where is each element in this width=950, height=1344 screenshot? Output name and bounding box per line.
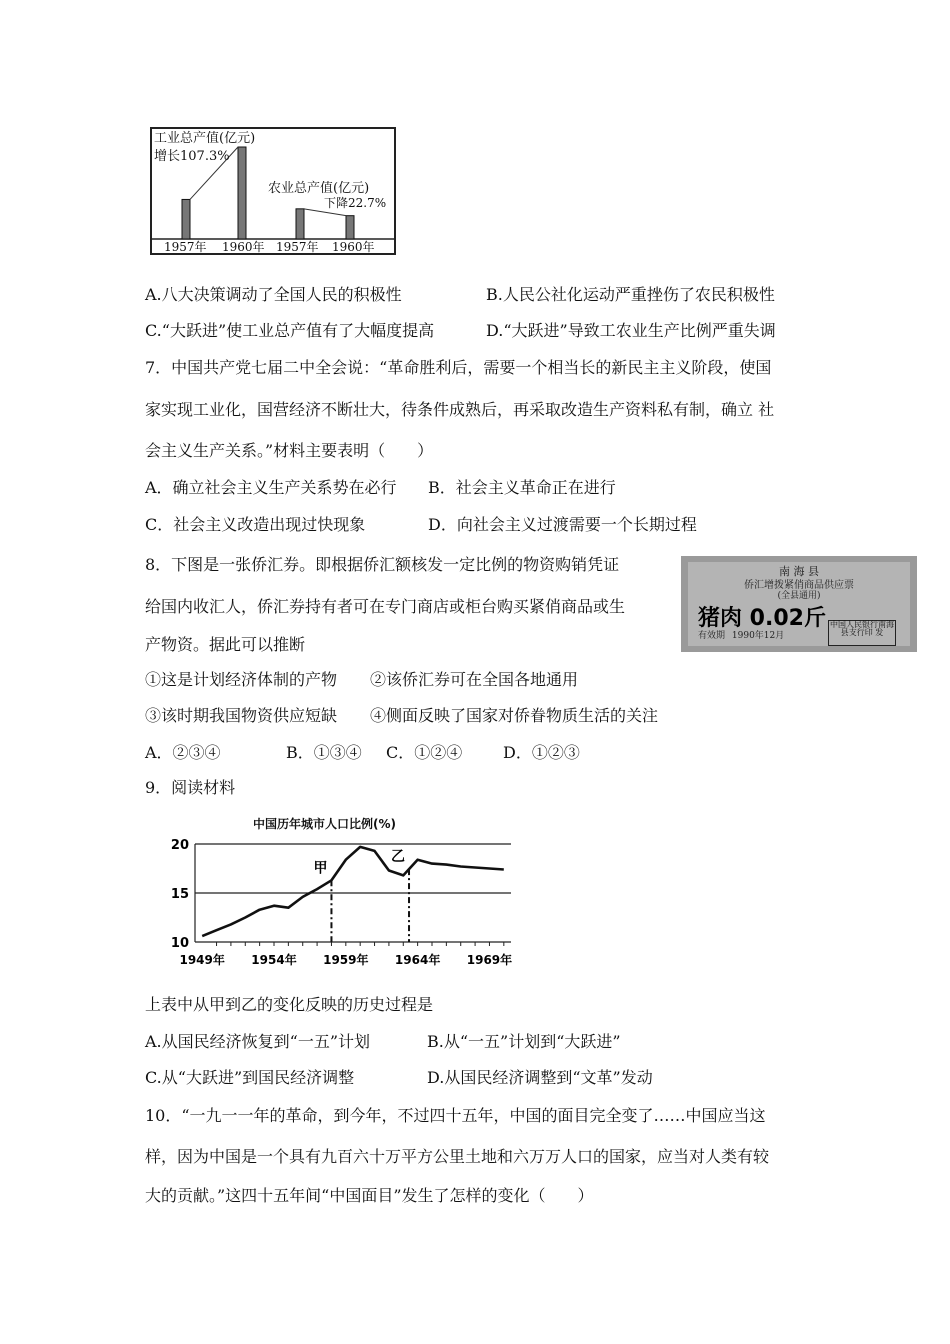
q7-option-b: B．社会主义革命正在进行 [428, 478, 616, 497]
urban-population-chart-svg [165, 808, 537, 976]
x-tick-label-2: 1959年 [323, 953, 369, 967]
q7-stem-line3: 会主义生产关系。”材料主要表明（ ） [145, 441, 434, 460]
coupon-item: 猪肉 0.02斤 [698, 606, 826, 631]
agriculture-decline-label: 下降22.7% [324, 196, 387, 210]
agriculture-1957-label: 1957年 [276, 240, 319, 254]
q8-statement-3: ③该时期我国物资供应短缺 [145, 706, 338, 725]
q9-option-d: D.从国民经济调整到“文革”发动 [427, 1068, 653, 1087]
industry-growth-label: 增长107.3% [154, 149, 230, 164]
q10-stem-line1: 10．“一九一一年的革命，到今年，不过四十五年，中国的面目完全变了……中国应当这 [145, 1106, 766, 1125]
coupon-county: 南 海 县 [779, 565, 819, 578]
q7-stem-line2: 家实现工业化，国营经济不断壮大，待条件成熟后，再采取改造生产资料私有制，确立 社 [145, 400, 775, 419]
q8-stem-line1: 8．下图是一张侨汇券。即根据侨汇额核发一定比例的物资购销凭证 [145, 555, 620, 574]
q9-option-a: A.从国民经济恢复到“一五”计划 [145, 1032, 371, 1051]
marker-label-0: 甲 [313, 860, 328, 877]
x-tick-label-4: 1969年 [466, 953, 513, 967]
q10-stem-line3: 大的贡献。”这四十五年间“中国面目”发生了怎样的变化（ ） [145, 1186, 594, 1205]
industry-1960-label: 1960年 [222, 240, 265, 254]
bar-1-0 [296, 209, 304, 239]
q8-option-c: C．①②④ [386, 743, 463, 762]
coupon-date: 1990年12月 [731, 631, 785, 641]
y-tick-label-2: 20 [170, 838, 189, 853]
q8-option-a: A．②③④ [145, 743, 221, 762]
q7-option-d: D．向社会主义过渡需要一个长期过程 [428, 515, 697, 534]
bar-1-1 [346, 216, 354, 239]
industry-1957-label: 1957年 [164, 240, 207, 254]
coupon-valid-label: 有效期 [698, 631, 726, 641]
q9-option-c: C.从“大跃进”到国民经济调整 [145, 1068, 355, 1087]
y-tick-label-1: 15 [170, 887, 189, 902]
y-tick-label-0: 10 [170, 936, 189, 951]
q8-statement-2: ②该侨汇券可在全国各地通用 [370, 670, 579, 689]
q6-option-c: C.“大跃进”使工业总产值有了大幅度提高 [145, 321, 435, 340]
industry-chart-title: 工业总产值(亿元) [154, 131, 256, 146]
agriculture-1960-label: 1960年 [332, 240, 375, 254]
q7-option-c: C．社会主义改造出现过快现象 [145, 515, 366, 534]
q6-option-a: A.八大决策调动了全国人民的积极性 [145, 285, 402, 304]
agriculture-chart-title: 农业总产值(亿元) [268, 181, 370, 196]
coupon-title: 侨汇增拨紧俏商品供应票 [744, 580, 854, 591]
urban-ratio-series-line [202, 847, 504, 936]
q8-option-b: B．①③④ [286, 743, 362, 762]
q8-option-d: D．①②③ [503, 743, 580, 762]
coupon-scope: (全县通用) [777, 591, 821, 601]
coupon-valid [698, 628, 784, 641]
coupon-bank-stamp: 中国人民银行南海县支行印 发 [828, 620, 896, 646]
x-tick-label-0: 1949年 [179, 953, 225, 967]
q7-option-a: A．确立社会主义生产关系势在必行 [145, 478, 397, 497]
q9-question: 上表中从甲到乙的变化反映的历史过程是 [145, 995, 434, 1014]
q8-stem-line3: 产物资。据此可以推断 [145, 635, 306, 654]
q8-stem-line2: 给国内收汇人，侨汇券持有者可在专门商店或柜台购买紧俏商品或生 [145, 597, 626, 616]
bar-0-1 [238, 147, 246, 239]
coupon-face [688, 562, 910, 646]
q6-option-d: D.“大跃进”导致工农业生产比例严重失调 [486, 321, 776, 340]
q7-stem-line1: 7．中国共产党七届二中全会说：“革命胜利后，需要一个相当长的新民主主义阶段，使国 [145, 358, 772, 377]
urban-population-chart [165, 808, 537, 976]
q8-statement-4: ④侧面反映了国家对侨眷物质生活的关注 [370, 706, 659, 725]
x-tick-label-3: 1964年 [394, 953, 441, 967]
q6-option-b: B.人民公社化运动严重挫伤了农民积极性 [486, 285, 775, 304]
q9-stem-line1: 9．阅读材料 [145, 778, 236, 797]
q10-stem-line2: 样，因为中国是一个具有九百六十万平方公里土地和六万万人口的国家，应当对人类有较 [145, 1147, 770, 1166]
marker-label-1: 乙 [391, 849, 406, 866]
q8-statement-1: ①这是计划经济体制的产物 [145, 670, 338, 689]
overseas-remittance-coupon [681, 556, 917, 652]
x-tick-label-1: 1954年 [251, 953, 297, 967]
q9-option-b: B.从“一五”计划到“大跃进” [427, 1032, 621, 1051]
bar-0-0 [182, 199, 190, 239]
urban-chart-title: 中国历年城市人口比例(%) [253, 817, 396, 831]
output-bar-chart [150, 127, 396, 255]
